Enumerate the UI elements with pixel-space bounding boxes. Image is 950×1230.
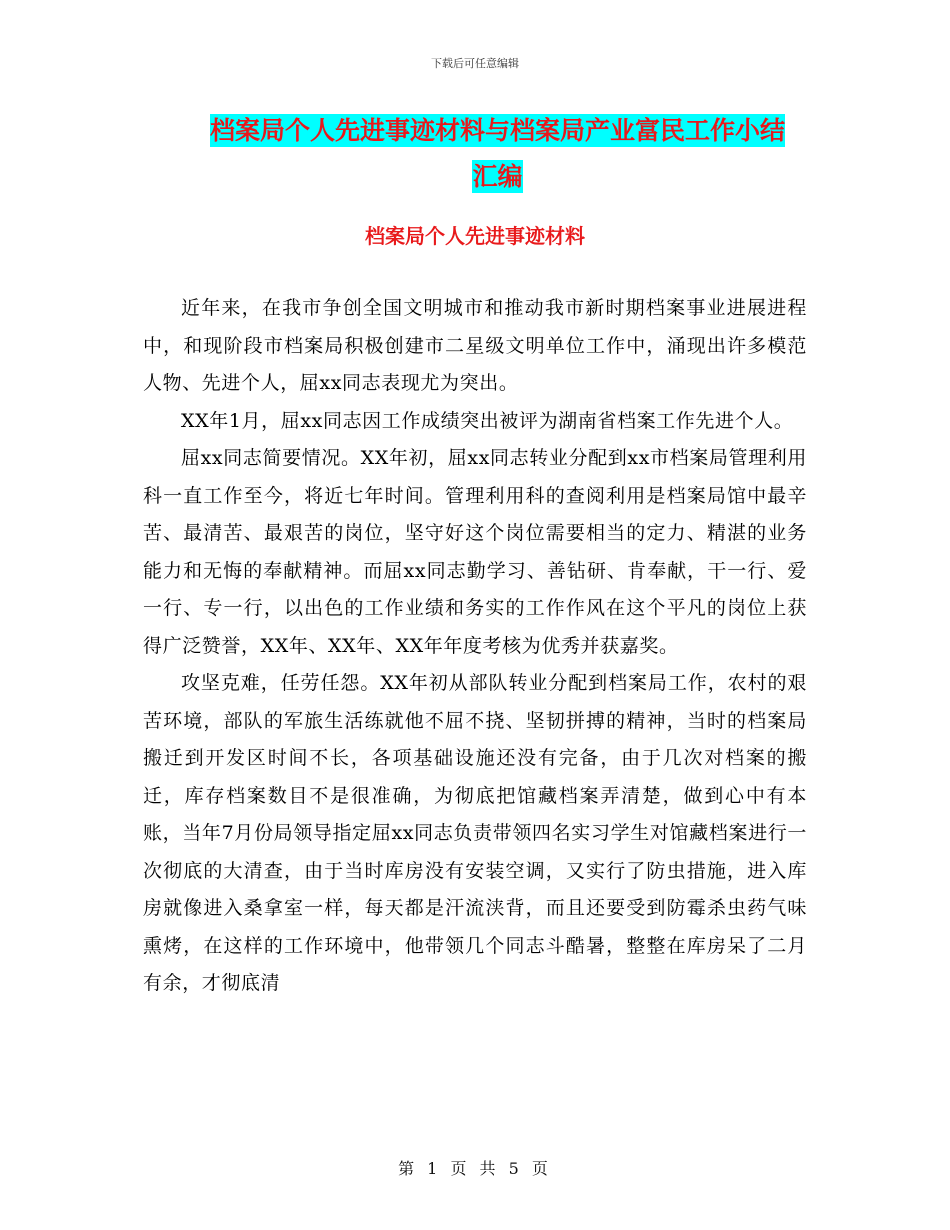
paragraph: 屈xx同志简要情况。XX年初，屈xx同志转业分配到xx市档案局管理利用科一直工作至今，将近七年时间。管理利用科的查阅利用是档案局馆中最辛苦、最清苦、最艰苦的岗位，坚守好这个岗位需要相当的定力、精湛的业务能力和无悔的奉献精神。而屈xx同志勤学习、善钻研、肯奉献，干一行、爱一行、专一行，以出色的工作业绩和务实的工作作风在这个平凡的岗位上获得广泛赞誉，XX年、XX年、XX年年度考核为优秀并获嘉奖。 [143,447,807,657]
paragraph: 攻坚克难，任劳任怨。XX年初从部队转业分配到档案局工作，农村的艰苦环境，部队的军旅生活练就他不屈不挠、坚韧拼搏的精神，当时的档案局搬迁到开发区时间不长，各项基础设施还没有完备，由于几次对档案的搬迁，库存档案数目不是很准确，为彻底把馆藏档案弄清楚，做到心中有本账，当年7月份局领导指定屈xx同志负责带领四名实习学生对馆藏档案进行一次彻底的大清查，由于当时库房没有安装空调，又实行了防虫措施，进入库房就像进入桑拿室一样，每天都是汗流浃背，而且还要受到防霉杀虫药气味熏烤，在这样的工作环境中，他带领几个同志斗酷暑，整整在库房呆了二月有余，才彻底清 [143,672,807,994]
section-title: 档案局个人先进事迹材料 [365,224,585,248]
header-note: 下载后可任意编辑 [431,57,519,70]
paragraph: XX年1月，屈xx同志因工作成绩突出被评为湖南省档案工作先进个人。 [181,409,794,432]
page-footer: 第 1 页 共 5 页 [398,1159,552,1178]
title-line-2: 汇编 [472,162,523,191]
title-line-1: 档案局个人先进事迹材料与档案局产业富民工作小结 [209,116,785,145]
body-text [143,290,807,1003]
document-title [190,108,805,200]
paragraph: 近年来，在我市争创全国文明城市和推动我市新时期档案事业进展进程中，和现阶段市档案局积极创建市二星级文明单位工作中，涌现出许多模范人物、先进个人，屈xx同志表现尤为突出。 [143,297,807,394]
